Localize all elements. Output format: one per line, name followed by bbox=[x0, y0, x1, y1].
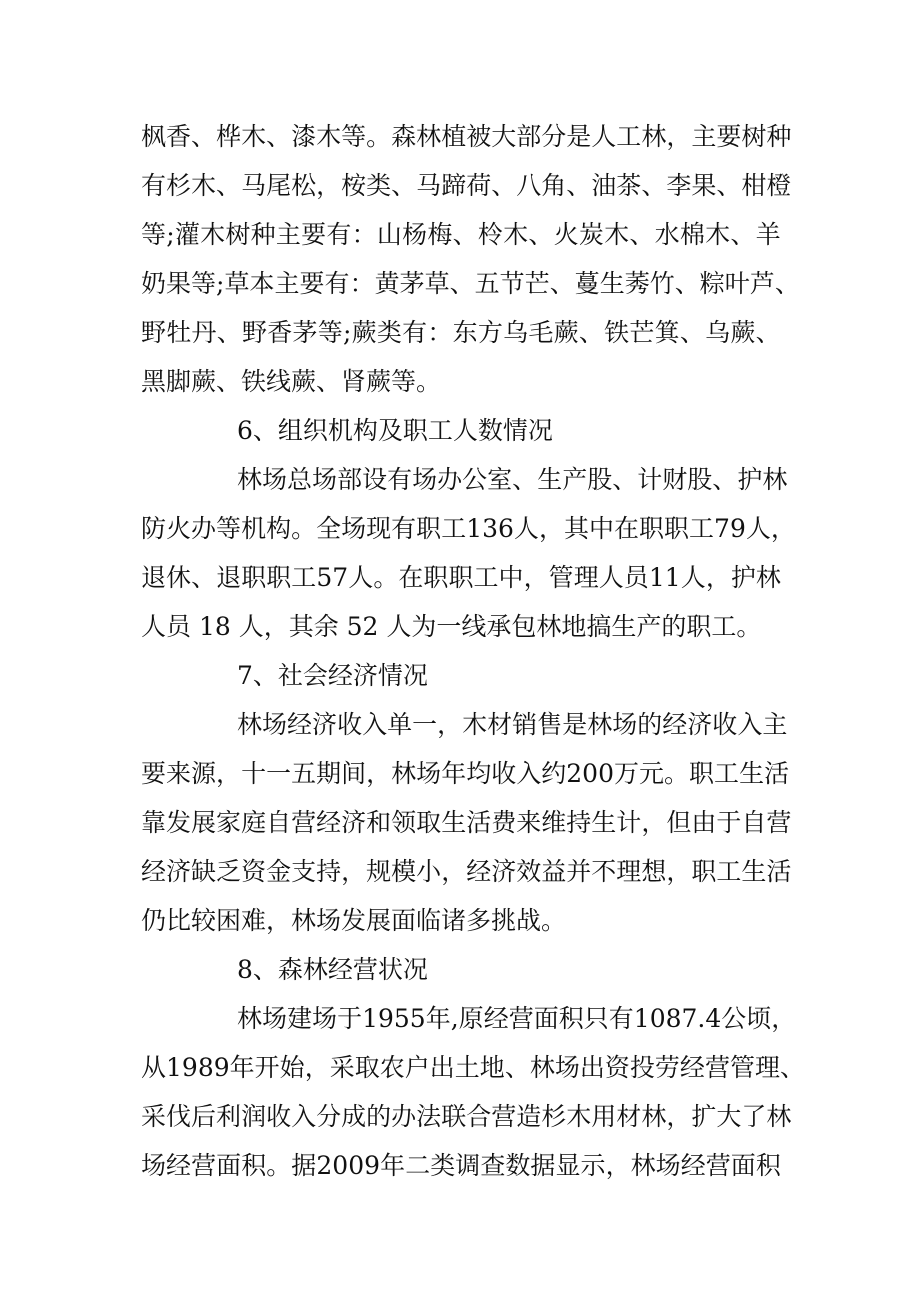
text-line: 野 牡 丹 、 野 香 茅 等 ; 蕨 类 有 ： 东 方 乌 毛 蕨 、 铁 芒 箕 、 乌 蕨 、 bbox=[141, 318, 781, 347]
text-line: 黑脚蕨、铁线蕨、肾蕨等。 bbox=[141, 367, 442, 396]
text-line: 仍比较困难，林场发展面临诸多挑战。 bbox=[141, 906, 567, 935]
section-heading: 7、社会经济情况 bbox=[237, 661, 428, 690]
document-body bbox=[141, 112, 805, 1190]
text-line: 退 休 、 退 职 职 工 5 7 人 。 在 职 职 工 中 ， 管 理 人 员 1 1 人 ， 护 林 bbox=[141, 563, 781, 592]
text-line: 从 1 9 8 9 年 开 始 ， 采 取 农 户 出 土 地 、 林 场 出 资 投 劳 经 营 管 理 、 bbox=[141, 1053, 805, 1082]
text-line: 场 经 营 面 积 。 据 2 0 0 9 年 二 类 调 查 数 据 显 示 ， 林 场 经 营 面 积 bbox=[141, 1151, 781, 1180]
text-line: 采 伐 后 利 润 收 入 分 成 的 办 法 联 合 营 造 杉 木 用 材 林 ， 扩 大 了 林 bbox=[141, 1102, 792, 1131]
text-line: 经 济 缺 乏 资 金 支 持 ， 规 模 小 ， 经 济 效 益 并 不 理 想 ， 职 工 生 活 bbox=[141, 857, 792, 886]
text-line: 防 火 办 等 机 构 。 全 场 现 有 职 工 1 3 6 人 ， 其 中 在 职 职 工 7 9 人 ， bbox=[141, 514, 796, 543]
paragraph-first-line: 林 场 建 场 于 1 9 5 5 年 , 原 经 营 面 积 只 有 1 0 8 7 . 4 公 顷 ， bbox=[237, 1004, 797, 1033]
paragraph-first-line: 林 场 总 场 部 设 有 场 办 公 室 、 生 产 股 、 计 财 股 、 护 林 bbox=[237, 465, 788, 494]
text-line: 奶 果 等 ; 草 本 主 要 有 ： 黄 茅 草 、 五 节 芒 、 蔓 生 莠 竹 、 粽 叶 芦 、 bbox=[141, 269, 800, 298]
text-line: 人员 18 人，其余 52 人为一线承包林地搞生产的职工。 bbox=[141, 612, 762, 641]
section-heading: 6、组织机构及职工人数情况 bbox=[237, 416, 553, 445]
text-line: 有 杉 木 、 马 尾 松 ， 桉 类 、 马 蹄 荷 、 八 角 、 油 茶 、 李 果 、 柑 橙 bbox=[141, 171, 792, 200]
paragraph-first-line: 林 场 经 济 收 入 单 一 ， 木 材 销 售 是 林 场 的 经 济 收 入 主 bbox=[237, 710, 788, 739]
text-line: 等 ; 灌 木 树 种 主 要 有 ： 山 杨 梅 、 柃 木 、 火 炭 木 、 水 棉 木 、 羊 bbox=[141, 220, 781, 249]
section-heading: 8、森林经营状况 bbox=[237, 955, 428, 984]
text-line: 要 来 源 ， 十 一 五 期 间 ， 林 场 年 均 收 入 约 2 0 0 万 元 。 职 工 生 活 bbox=[141, 759, 790, 788]
text-line: 枫 香 、 桦 木 、 漆 木 等 。 森 林 植 被 大 部 分 是 人 工 林 ， 主 要 树 种 bbox=[141, 122, 792, 151]
text-line: 靠 发 展 家 庭 自 营 经 济 和 领 取 生 活 费 来 维 持 生 计 ， 但 由 于 自 营 bbox=[141, 808, 792, 837]
